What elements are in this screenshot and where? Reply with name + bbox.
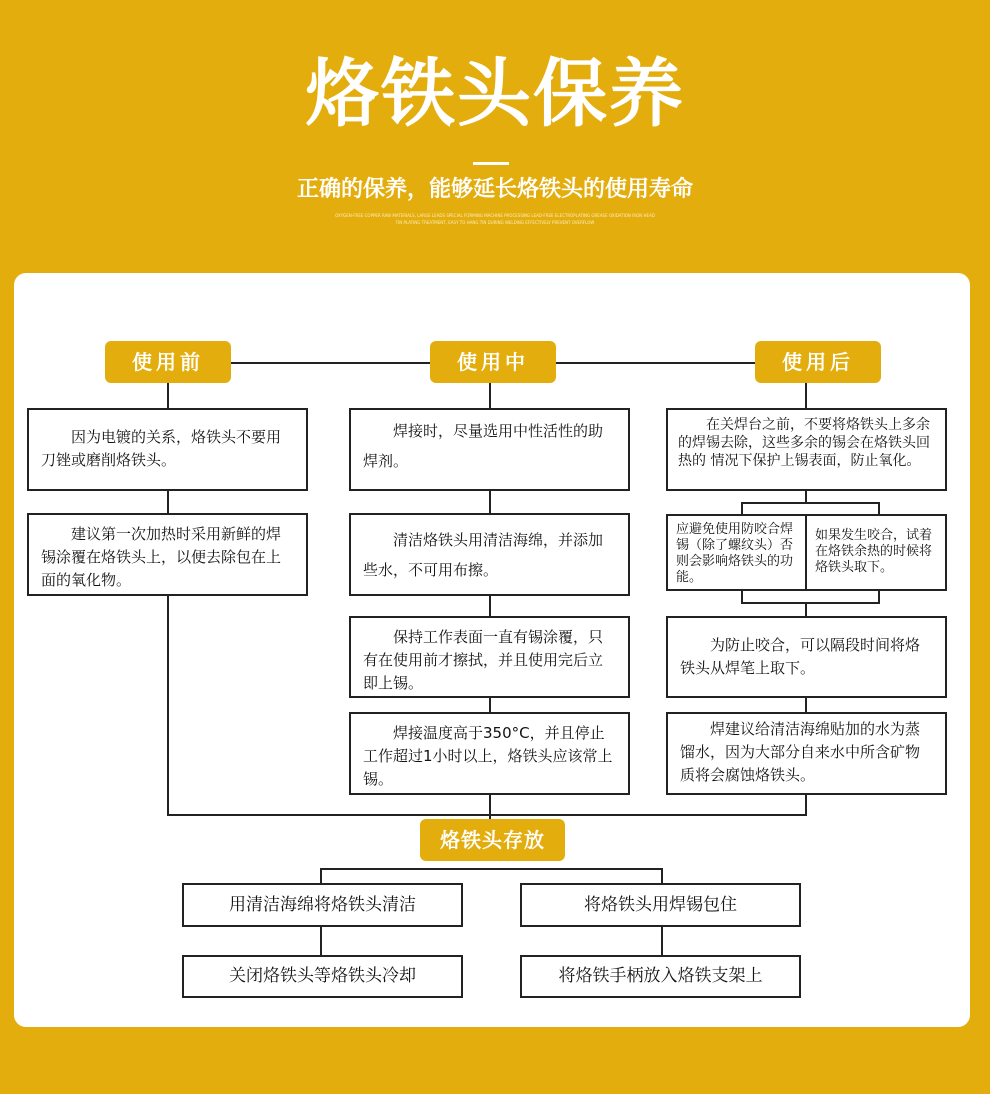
connector-storage-left-2 bbox=[320, 926, 322, 956]
after-step-3: 为防止咬合，可以隔段时间将烙铁头从焊笔上取下。 bbox=[666, 616, 947, 698]
connector-split-stem-top bbox=[805, 490, 807, 502]
connector-during-2 bbox=[489, 490, 491, 514]
page-title: 烙铁头保养 bbox=[305, 51, 685, 137]
before-step-1: 因为电镀的关系，烙铁头不要用刀锉或磨削烙铁头。 bbox=[27, 408, 308, 491]
connector-split-bottom-left bbox=[741, 590, 743, 603]
during-step-1: 焊接时，尽量选用中性活性的助焊剂。 bbox=[349, 408, 630, 491]
connector-storage bbox=[320, 868, 663, 870]
connector-before-1 bbox=[167, 382, 169, 408]
after-step-4: 焊建议给清洁海绵贴加的水为蒸馏水，因为大部分自来水中所含矿物质将会腐蚀烙铁头。 bbox=[666, 712, 947, 795]
connector-storage-left bbox=[320, 868, 322, 884]
connector-merge bbox=[167, 814, 807, 816]
connector-split-bottom bbox=[741, 602, 880, 604]
connector-before-2 bbox=[167, 490, 169, 514]
during-step-2: 清洁烙铁头用清洁海绵，并添加些水，不可用布擦。 bbox=[349, 513, 630, 596]
during-step-3: 保持工作表面一直有锡涂覆，只有在使用前才擦拭，并且使用完后立即上锡。 bbox=[349, 616, 630, 698]
title-divider bbox=[473, 162, 509, 165]
page-subtitle: 正确的保养，能够延长烙铁头的使用寿命 bbox=[296, 177, 693, 202]
connector-split-top-left bbox=[741, 502, 743, 514]
storage-step-left-2: 关闭烙铁头等烙铁头冷却 bbox=[182, 955, 463, 998]
before-step-2: 建议第一次加热时采用新鲜的焊锡涂覆在烙铁头上，以便去除包在上面的氧化物。 bbox=[27, 513, 308, 596]
during-step-4: 焊接温度高于350°C，并且停止工作超过1小时以上，烙铁头应该常上锡。 bbox=[349, 712, 630, 795]
connector-before-3 bbox=[167, 595, 169, 816]
connector-after-1 bbox=[805, 382, 807, 408]
fine-print-line-1: OXYGEN-FREE COPPER RAW MATERIALS, LARGE LEADS SPECIAL FORMING MACHINE PROCESSING LEAD-FREE ELECTROPLATING GREASE OXIDATION IRON HEAD bbox=[335, 213, 655, 218]
fine-print bbox=[320, 212, 670, 226]
stage-during-tag: 使用中 bbox=[430, 341, 556, 383]
stage-storage-tag: 烙铁头存放 bbox=[420, 819, 565, 861]
storage-step-right-2: 将烙铁手柄放入烙铁支架上 bbox=[520, 955, 801, 998]
stage-before-tag: 使用前 bbox=[105, 341, 231, 383]
after-step-split-right: 如果发生咬合，试着在烙铁余热的时候将烙铁头取下。 bbox=[805, 514, 947, 591]
after-step-split-left: 应避免使用防咬合焊锡（除了螺纹头）否则会影响烙铁头的功能。 bbox=[666, 514, 807, 591]
connector-storage-right-2 bbox=[661, 926, 663, 956]
connector-during-1 bbox=[489, 382, 491, 408]
after-step-1: 在关焊台之前，不要将烙铁头上多余的焊锡去除，这些多余的锡会在烙铁头回热的 情况下保护上锡表面，防止氧化。 bbox=[666, 408, 947, 491]
connector-split-top-right bbox=[878, 502, 880, 514]
storage-step-left-1: 用清洁海绵将烙铁头清洁 bbox=[182, 883, 463, 927]
connector-during-3 bbox=[489, 595, 491, 617]
connector-split-top bbox=[741, 502, 880, 504]
connector-storage-right bbox=[661, 868, 663, 884]
stage-after-tag: 使用后 bbox=[755, 341, 881, 383]
fine-print-line-2: TIN PLATING TREATMENT, EASY TO HANG TIN DURING WELDING EFFECTIVELY PREVENT OVERFLOW bbox=[395, 220, 595, 225]
connector-during-4 bbox=[489, 697, 491, 713]
connector-after-4 bbox=[805, 697, 807, 713]
connector-after-5 bbox=[805, 794, 807, 816]
storage-step-right-1: 将烙铁头用焊锡包住 bbox=[520, 883, 801, 927]
connector-during-5 bbox=[489, 794, 491, 820]
connector-split-bottom-right bbox=[878, 590, 880, 603]
